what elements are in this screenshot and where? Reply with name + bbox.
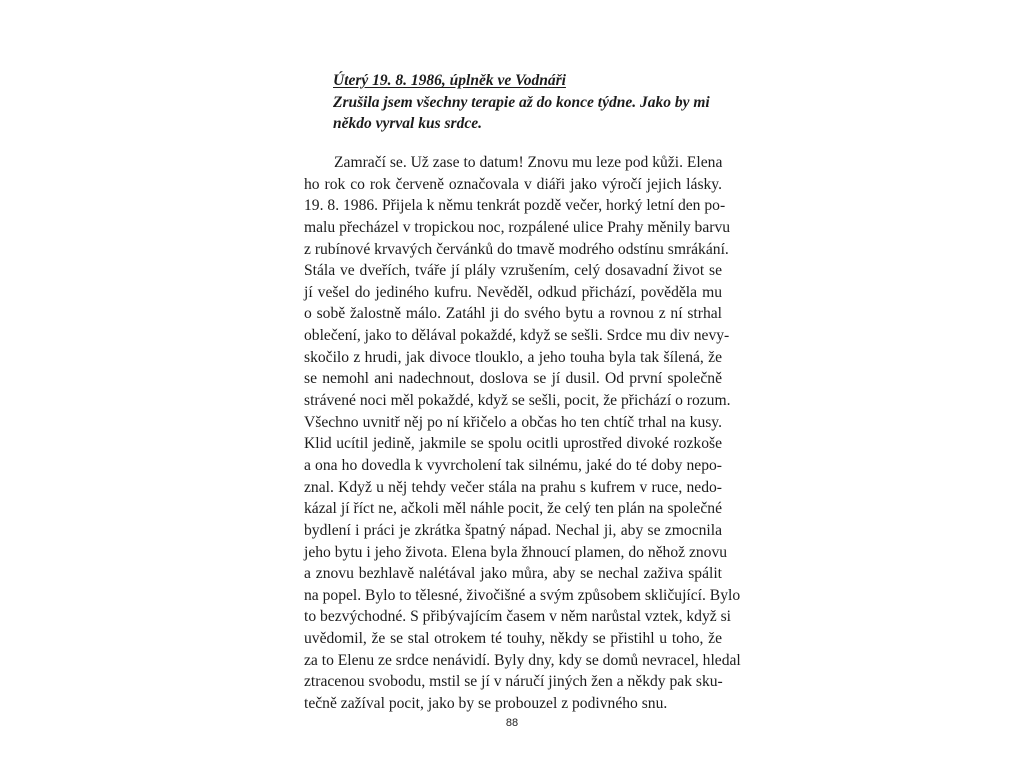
- diary-entry-line-3: někdo vyrval kus srdce.: [333, 115, 482, 132]
- body-line: a znovu bezhlavě nalétával jako můra, aby se nechal zaživa spálit: [304, 565, 722, 583]
- body-line: se nemohl ani nadechnout, doslova se jí dusil. Od první společně: [304, 370, 722, 388]
- body-line: uvědomil, že se stal otrokem té touhy, někdy se přistihl u toho, že: [304, 630, 722, 648]
- body-line: ztracenou svobodu, mstil se jí v náručí jiných žen a někdy pak sku-: [304, 673, 723, 691]
- body-line: skočilo z hrudi, jak divoce tlouklo, a jeho touha byla tak šílená, že: [304, 348, 722, 366]
- body-line: ho rok co rok červeně označovala v diáři jako výročí jejich lásky.: [304, 175, 722, 193]
- body-line: za to Elenu ze srdce nenávidí. Byly dny, kdy se domů nevracel, hledal: [304, 651, 741, 669]
- body-line: Stála ve dveřích, tváře jí plály vzrušením, celý dosavadní život se: [304, 262, 722, 280]
- body-line: z rubínové krvavých červánků do tmavě modrého odstínu smrákání.: [304, 240, 729, 258]
- body-line: a ona ho dovedla k vyvrcholení tak silnému, jaké do té doby nepo-: [304, 456, 722, 474]
- body-line: malu přecházel v tropickou noc, rozpálené ulice Prahy měnily barvu: [304, 218, 731, 236]
- body-line: Klid ucítil jedině, jakmile se spolu ocitli uprostřed divoké rozkoše: [304, 435, 722, 453]
- body-paragraph: [304, 152, 741, 715]
- body-line: to bezvýchodné. S přibývajícím časem v něm narůstal vztek, když si: [304, 608, 731, 626]
- body-line: jí vešel do jediného kufru. Nevěděl, odkud přichází, pověděla mu: [304, 283, 722, 301]
- page-number: 88: [505, 717, 519, 729]
- body-line: 19. 8. 1986. Přijela k němu tenkrát pozdě večer, horký letní den po-: [304, 197, 726, 215]
- body-line: tečně zažíval pocit, jako by se probouzel z podivného snu.: [304, 695, 668, 713]
- body-line: bydlení i práci je zkrátka špatný nápad. Nechal ji, aby se zmocnila: [304, 521, 722, 539]
- body-line: jeho bytu i jeho života. Elena byla žhnoucí plamen, do něhož znovu: [304, 543, 728, 561]
- body-line: o sobě žalostně málo. Zatáhl ji do svého bytu a rovnou z ní strhal: [304, 305, 722, 323]
- body-line: oblečení, jako to dělával pokaždé, když se sešli. Srdce mu div nevy-: [304, 327, 730, 345]
- body-line: znal. Když u něj tehdy večer stála na prahu s kufrem v ruce, nedo-: [304, 478, 722, 496]
- diary-entry-heading: [333, 70, 733, 135]
- body-line: kázal jí říct ne, ačkoli měl náhle pocit, že celý ten plán na společné: [304, 500, 722, 518]
- body-line: na popel. Bylo to tělesné, živočišné a svým způsobem skličující. Bylo: [304, 586, 741, 604]
- body-line: Všechno uvnitř něj po ní křičelo a občas ho ten chtíč trhal na kusy.: [304, 413, 722, 431]
- body-line: strávené noci měl pokaždé, když se sešli, pocit, že přichází o rozum.: [304, 392, 731, 410]
- diary-entry-line-2: Zrušila jsem všechny terapie až do konce týdne. Jako by mi: [333, 93, 710, 111]
- diary-entry-date: Úterý 19. 8. 1986, úplněk ve Vodnáři: [333, 72, 566, 89]
- body-line: Zamračí se. Už zase to datum! Znovu mu leze pod kůži. Elena: [334, 154, 723, 171]
